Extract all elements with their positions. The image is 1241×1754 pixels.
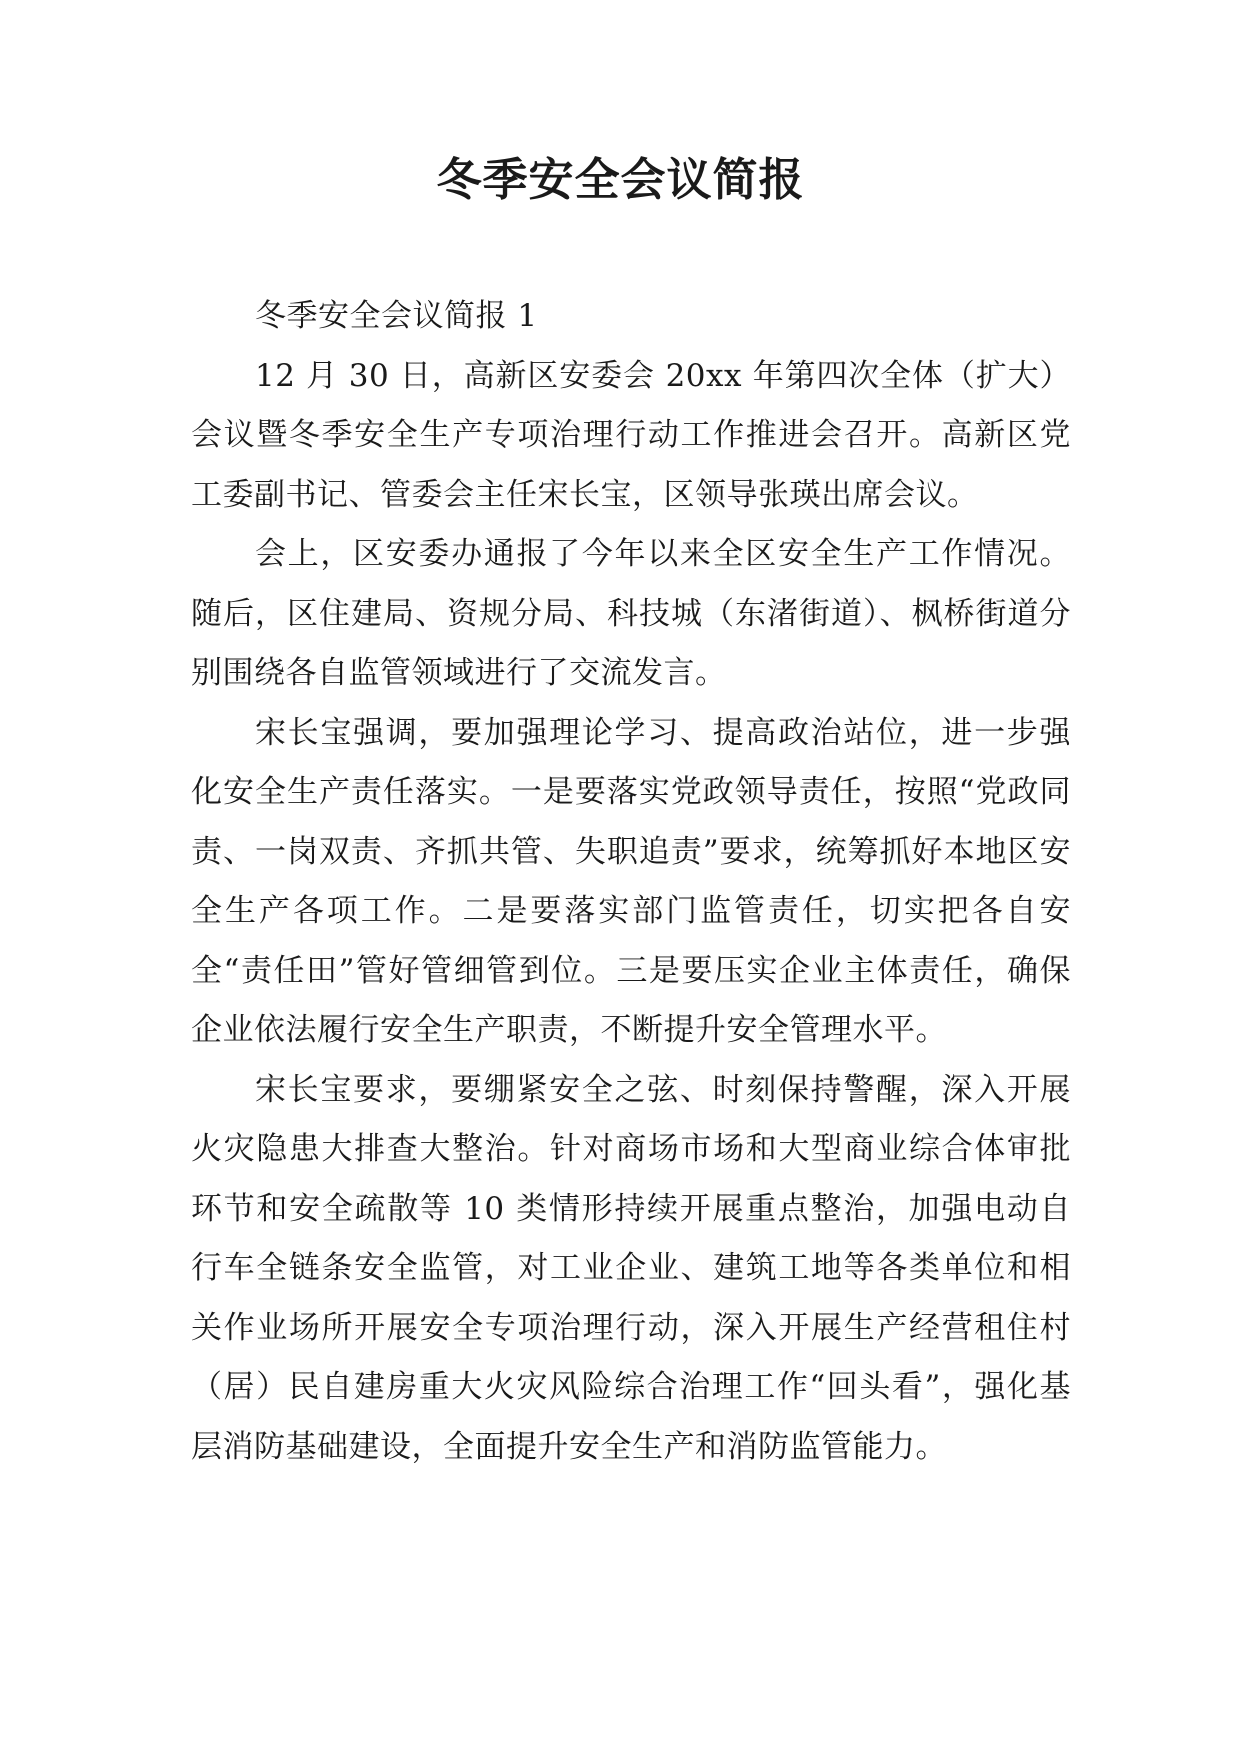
- paragraph-meeting-intro: 12 月 30 日，高新区安委会 20xx 年第四次全体（扩大）会议暨冬季安全生产专项治理行动工作推进会召开。高新区党工委副书记、管委会主任宋长宝，区领导张瑛出席会议。: [191, 357, 1071, 513]
- document-body: [191, 287, 1071, 1477]
- paragraph-fire-hazard: 宋长宝要求，要绷紧安全之弦、时刻保持警醒，深入开展火灾隐患大排查大整治。针对商场市场和大型商业综合体审批环节和安全疏散等 10 类情形持续开展重点整治，加强电动自行车全链条安全监管，对工业企业、建筑工地等各类单位和相关作业场所开展安全专项治理行动，深入开展生产经营租住村（居）民自建房重大火灾风险综合治理工作“回头看”，强化基层消防基础建设，全面提升安全生产和消防监管能力。: [191, 1071, 1071, 1465]
- paragraph-briefing: 会上，区安委办通报了今年以来全区安全生产工作情况。随后，区住建局、资规分局、科技城（东渚街道）、枫桥街道分别围绕各自监管领域进行了交流发言。: [191, 536, 1071, 691]
- paragraph-responsibility: 宋长宝强调，要加强理论学习、提高政治站位，进一步强化安全生产责任落实。一是要落实党政领导责任，按照“党政同责、一岗双责、齐抓共管、失职追责”要求，统筹抓好本地区安全生产各项工作。二是要落实部门监管责任，切实把各自安全“责任田”管好管细管到位。三是要压实企业主体责任，确保企业依法履行安全生产职责，不断提升安全管理水平。: [191, 714, 1071, 1048]
- document-title: 冬季安全会议简报: [436, 153, 805, 206]
- paragraph-subtitle: 冬季安全会议简报 1: [255, 298, 538, 334]
